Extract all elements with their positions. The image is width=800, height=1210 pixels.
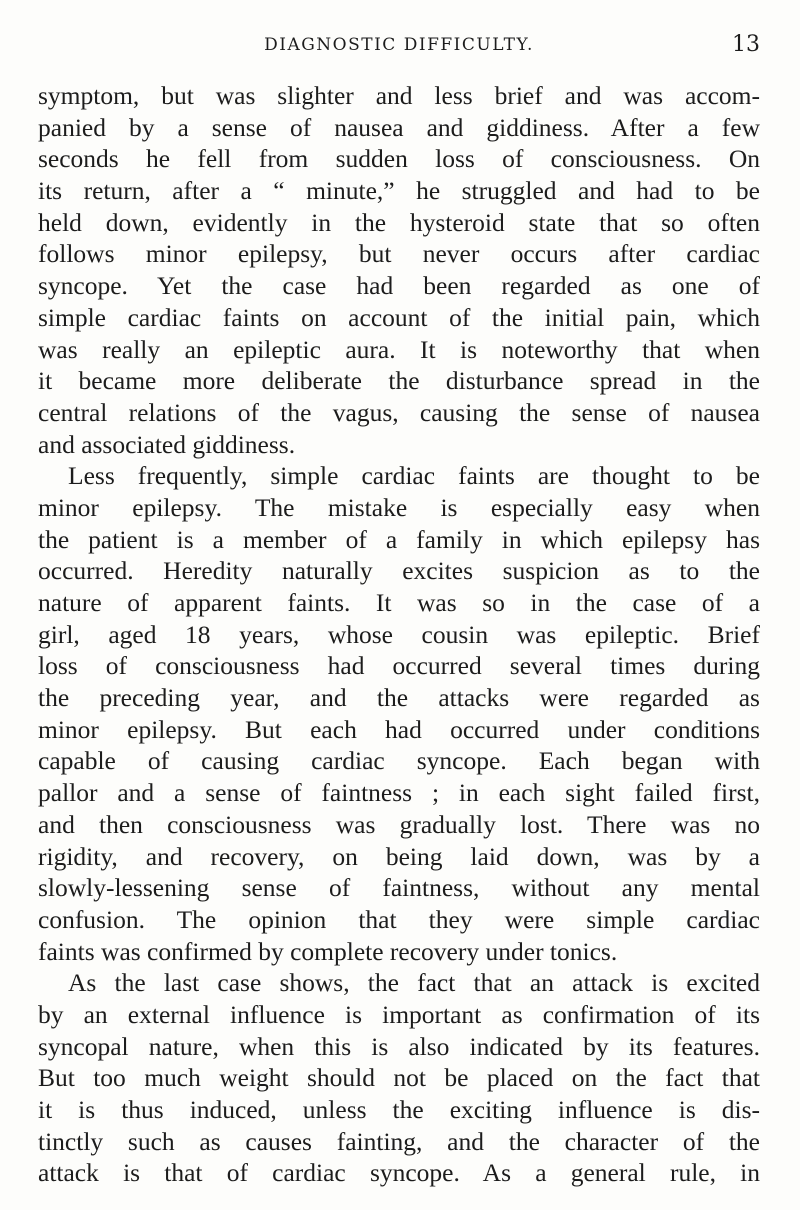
text-line: the patient is a member of a family in which epilepsy has	[38, 524, 760, 554]
paragraph	[38, 460, 760, 967]
text-line: confusion. The opinion that they were simple cardiac	[38, 904, 760, 934]
text-line: slowly-lessening sense of faintness, without any mental	[38, 873, 760, 903]
text-line: tinctly such as causes fainting, and the character of the	[38, 1126, 760, 1156]
text-line: nature of apparent faints. It was so in the case of a	[38, 588, 760, 617]
text-line: Less frequently, simple cardiac faints are thought to be	[68, 461, 760, 491]
page-number: 13	[732, 32, 760, 57]
text-line: girl, aged 18 years, whose cousin was epileptic. Brief	[38, 619, 760, 649]
text-line: seconds he fell from sudden loss of consciousness. On	[38, 144, 760, 174]
running-head	[38, 30, 760, 60]
text-line: occurred. Heredity naturally excites suspicion as to the	[38, 556, 760, 586]
text-line: rigidity, and recovery, on being laid down, was by a	[38, 841, 760, 871]
text-line: loss of consciousness had occurred several times during	[38, 651, 760, 681]
text-line: minor epilepsy. The mistake is especially easy when	[38, 492, 760, 522]
text-line: and associated giddiness.	[38, 429, 296, 459]
text-line: and then consciousness was gradually lost. There was no	[38, 809, 760, 839]
text-line: attack is that of cardiac syncope. As a general rule, in	[38, 1158, 760, 1188]
paragraph	[38, 967, 760, 1189]
text-line: symptom, but was slighter and less brief and was accom-	[38, 81, 760, 110]
text-line: central relations of the vagus, causing the sense of nausea	[38, 397, 760, 427]
text-line: simple cardiac faints on account of the initial pain, which	[38, 302, 760, 332]
text-line: minor epilepsy. But each had occurred under conditions	[38, 714, 760, 744]
text-line: its return, after a “ minute,” he struggled and had to be	[38, 176, 760, 206]
body-text	[38, 80, 760, 1189]
text-line: held down, evidently in the hysteroid state that so often	[38, 207, 760, 237]
text-line: was really an epileptic aura. It is noteworthy that when	[38, 334, 760, 364]
text-line: capable of causing cardiac syncope. Each began with	[38, 746, 760, 776]
text-line: by an external influence is important as confirmation of its	[38, 999, 760, 1029]
text-line: syncope. Yet the case had been regarded as one of	[38, 271, 760, 301]
text-line: faints was confirmed by complete recovery under tonics.	[38, 936, 618, 966]
text-line: As the last case shows, the fact that an attack is excited	[68, 968, 760, 998]
text-line: panied by a sense of nausea and giddiness. After a few	[38, 112, 760, 142]
text-line: syncopal nature, when this is also indicated by its features.	[38, 1031, 760, 1061]
text-line: follows minor epilepsy, but never occurs after cardiac	[38, 239, 760, 269]
text-line: But too much weight should not be placed on the fact that	[38, 1063, 760, 1093]
paragraph	[38, 80, 760, 460]
text-line: it became more deliberate the disturbance spread in the	[38, 366, 760, 396]
text-line: it is thus induced, unless the exciting influence is dis-	[38, 1095, 760, 1124]
text-line: the preceding year, and the attacks were regarded as	[38, 683, 760, 713]
text-line: pallor and a sense of faintness ; in each sight failed first,	[38, 778, 760, 808]
running-title: DIAGNOSTIC DIFFICULTY.	[264, 35, 534, 55]
